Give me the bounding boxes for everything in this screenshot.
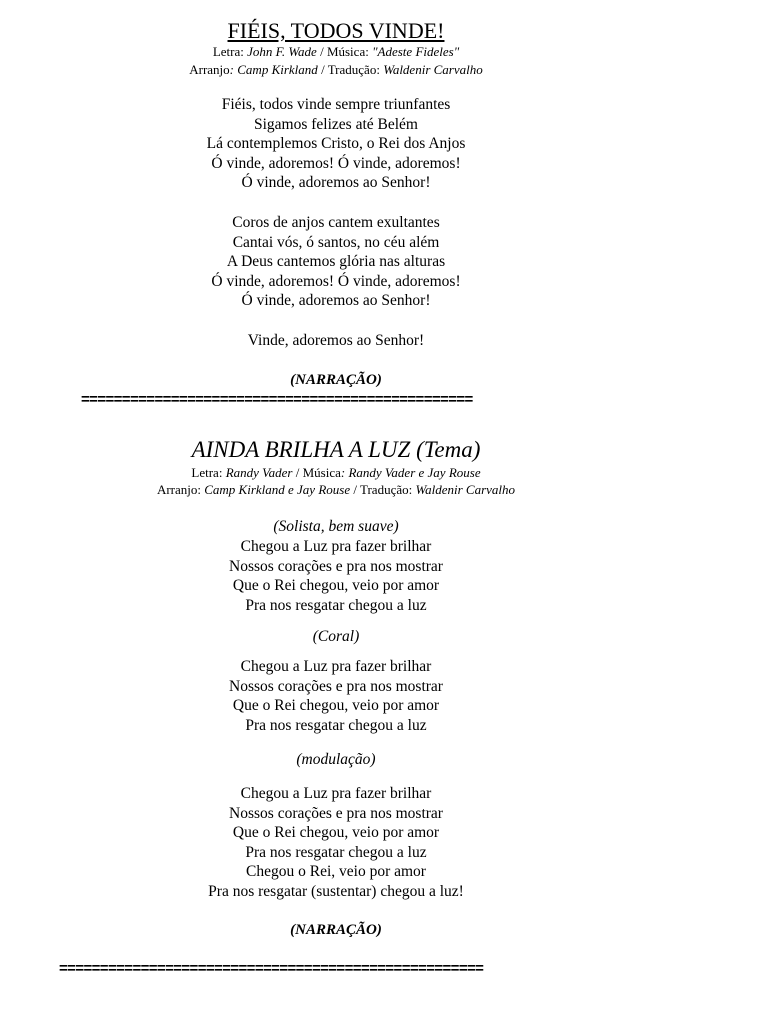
- lyric-line: Nossos corações e pra nos mostrar: [229, 677, 443, 695]
- song1-ending: Vinde, adoremos ao Senhor!: [247, 332, 425, 349]
- song2-note-coral: (Coral): [312, 628, 360, 645]
- lyric-line: Pra nos resgatar (sustentar) chegou a luz!: [208, 882, 464, 900]
- song1-credits-line1: Letra: John F. Wade / Música: "Adeste Fideles": [212, 44, 460, 59]
- lyric-line: Sigamos felizes até Belém: [254, 115, 418, 133]
- section-divider: ================================================: [81, 392, 473, 408]
- lyric-line: A Deus cantemos glória nas alturas: [226, 253, 446, 270]
- lyric-line: Coros de anjos cantem exultantes: [232, 214, 440, 231]
- lyric-line: Chegou o Rei, veio por amor: [246, 863, 426, 880]
- lyric-line: Nossos corações e pra nos mostrar: [229, 557, 443, 575]
- lyric-line: Que o Rei chegou, veio por amor: [232, 577, 440, 594]
- lyric-line: Pra nos resgatar chegou a luz: [245, 716, 427, 734]
- song1-title: FIÉIS, TODOS VINDE!: [227, 18, 445, 43]
- lyric-line: Chegou a Luz pra fazer brilhar: [240, 658, 432, 675]
- lyric-line: Nossos corações e pra nos mostrar: [229, 804, 443, 822]
- lyric-line: Chegou a Luz pra fazer brilhar: [240, 538, 432, 555]
- song2-verse1: [0, 537, 672, 615]
- lyric-line: Ó vinde, adoremos ao Senhor!: [241, 174, 431, 191]
- song2-credits-line1: Letra: Randy Vader / Música: Randy Vader e Jay Rouse: [191, 465, 481, 480]
- lyric-line: Ó vinde, adoremos! Ó vinde, adoremos!: [211, 154, 461, 172]
- lyric-line: Pra nos resgatar chegou a luz: [245, 843, 427, 861]
- lyric-line: Fiéis, todos vinde sempre triunfantes: [221, 96, 451, 113]
- section-divider-bottom: ====================================================: [59, 961, 484, 977]
- song1-verse2: [0, 213, 672, 311]
- song2-note-solo: (Solista, bem suave): [273, 518, 399, 535]
- song1-verse1: [0, 95, 672, 193]
- lyric-line: Cantai vós, ó santos, no céu além: [232, 233, 440, 251]
- lyric-line: Chegou a Luz pra fazer brilhar: [240, 785, 432, 802]
- song2-title: AINDA BRILHA A LUZ (Tema): [191, 437, 481, 462]
- song2-narration: (NARRAÇÃO): [290, 922, 382, 938]
- lyric-line: Lá contemplemos Cristo, o Rei dos Anjos: [206, 135, 466, 152]
- song2-verse2: [0, 657, 672, 735]
- song2-credits-line2: Arranjo: Camp Kirkland e Jay Rouse / Tradução: Waldenir Carvalho: [156, 482, 516, 497]
- song2-note-modulation: (modulação): [296, 751, 376, 768]
- lyric-line: Pra nos resgatar chegou a luz: [245, 596, 427, 614]
- song1-credits-line2: Arranjo: Camp Kirkland / Tradução: Waldenir Carvalho: [189, 62, 483, 77]
- song2-verse3: [0, 784, 672, 901]
- lyric-line: Que o Rei chegou, veio por amor: [232, 697, 440, 714]
- song1-narration: (NARRAÇÃO): [290, 372, 382, 388]
- lyric-line: Que o Rei chegou, veio por amor: [232, 824, 440, 841]
- lyric-line: Ó vinde, adoremos ao Senhor!: [241, 292, 431, 309]
- lyric-line: Ó vinde, adoremos! Ó vinde, adoremos!: [211, 272, 461, 290]
